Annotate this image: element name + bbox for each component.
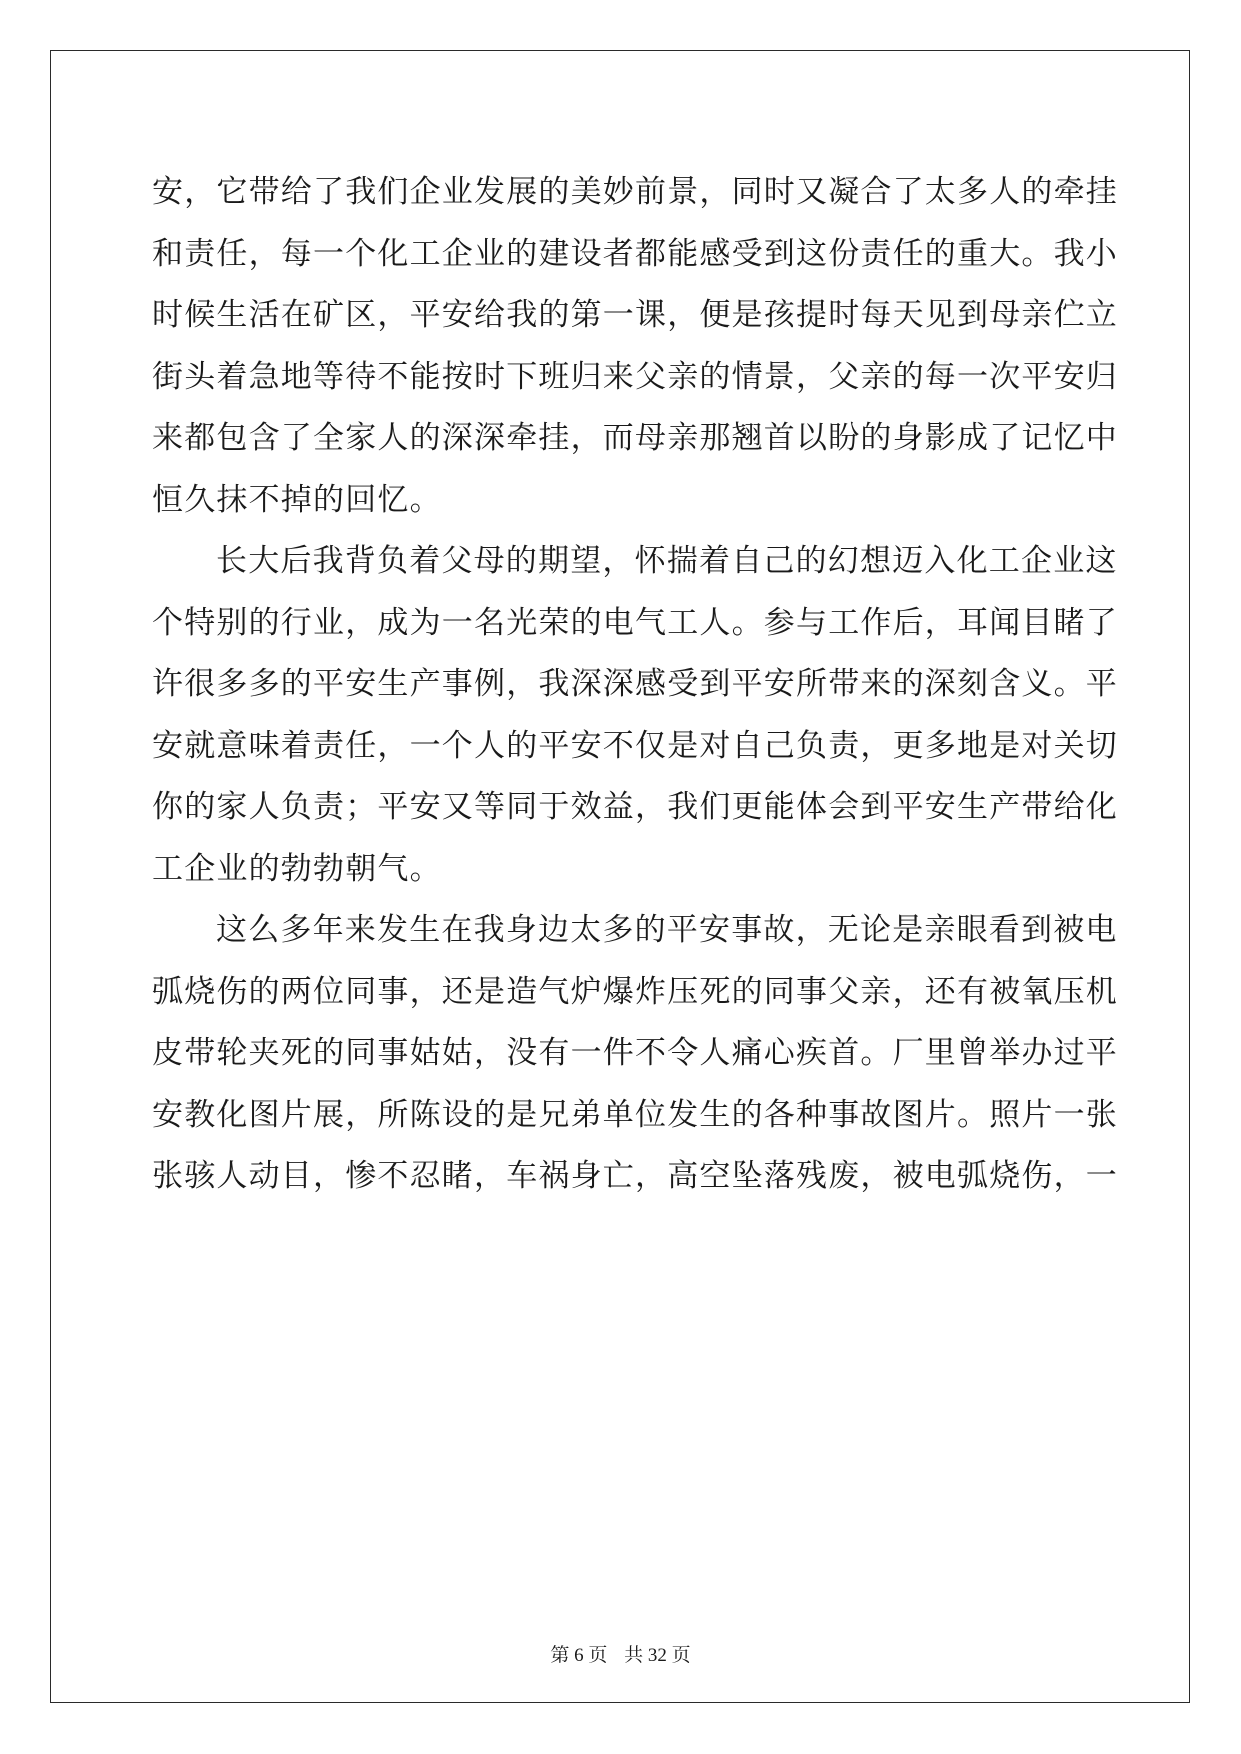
text-line: 张骇人动目，惨不忍睹，车祸身亡，高空坠落残废，被电弧烧伤，一 — [152, 1158, 1118, 1194]
page-total: 共 32 页 — [624, 1645, 691, 1666]
paragraph-start-line: 这么多年来发生在我身边太多的平安事故，无论是亲眼看到被电 — [216, 912, 1118, 948]
document-body — [152, 162, 1118, 1208]
page-number: 第 6 页 — [550, 1645, 608, 1666]
text-line: 来都包含了全家人的深深牵挂，而母亲那翘首以盼的身影成了记忆中 — [152, 420, 1118, 456]
text-line: 时候生活在矿区，平安给我的第一课，便是孩提时每天见到母亲伫立 — [152, 297, 1118, 333]
text-line: 安，它带给了我们企业发展的美妙前景，同时又凝合了太多人的牵挂 — [152, 174, 1118, 210]
paragraph-start-line: 长大后我背负着父母的期望，怀揣着自己的幻想迈入化工企业这 — [216, 543, 1118, 579]
text-line: 恒久抹不掉的回忆。 — [152, 481, 442, 518]
page-footer — [0, 1640, 1241, 1667]
text-line: 个特别的行业，成为一名光荣的电气工人。参与工作后，耳闻目睹了 — [152, 604, 1118, 641]
text-line: 安教化图片展，所陈设的是兄弟单位发生的各种事故图片。照片一张 — [152, 1096, 1118, 1133]
text-line: 工企业的勃勃朝气。 — [152, 850, 442, 887]
text-line: 许很多多的平安生产事例，我深深感受到平安所带来的深刻含义。平 — [152, 666, 1118, 702]
text-line: 街头着急地等待不能按时下班归来父亲的情景，父亲的每一次平安归 — [152, 358, 1118, 395]
text-line: 你的家人负责；平安又等同于效益，我们更能体会到平安生产带给化 — [152, 789, 1118, 825]
text-line: 皮带轮夹死的同事姑姑，没有一件不令人痛心疾首。厂里曾举办过平 — [152, 1035, 1118, 1071]
text-line: 安就意味着责任，一个人的平安不仅是对自己负责，更多地是对关切 — [152, 727, 1118, 764]
text-line: 和责任，每一个化工企业的建设者都能感受到这份责任的重大。我小 — [152, 235, 1118, 272]
text-line: 弧烧伤的两位同事，还是造气炉爆炸压死的同事父亲，还有被氧压机 — [152, 973, 1118, 1010]
